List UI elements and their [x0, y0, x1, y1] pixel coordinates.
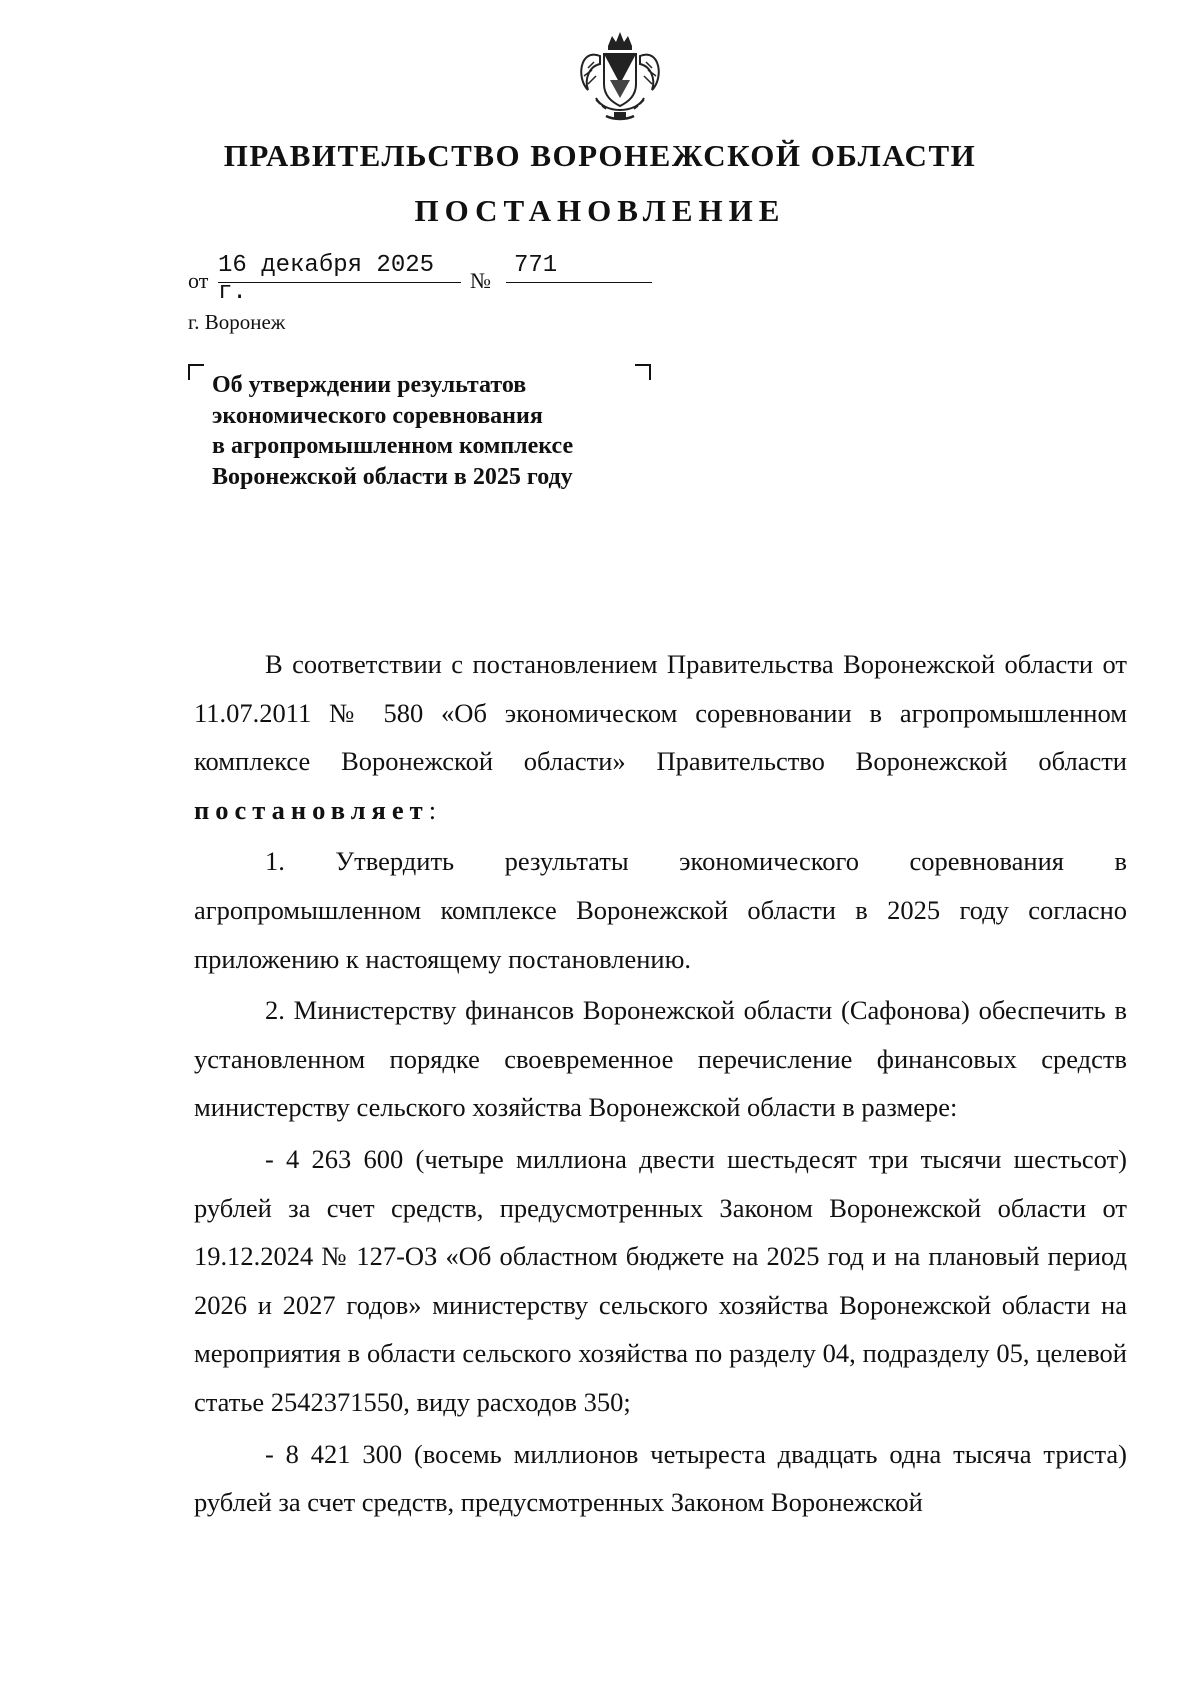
number-field: 771: [506, 252, 652, 283]
preamble-colon: :: [428, 794, 437, 825]
document-body: [194, 640, 1127, 1530]
resolves-keyword: постановляет: [194, 794, 429, 825]
government-title: ПРАВИТЕЛЬСТВО ВОРОНЕЖСКОЙ ОБЛАСТИ: [223, 138, 977, 173]
city-label: г. Воронеж: [188, 310, 286, 334]
document-type: ПОСТАНОВЛЕНИЕ: [414, 193, 786, 228]
date-field: 16 декабря 2025 г.: [218, 252, 461, 283]
coat-of-arms-icon: [570, 28, 670, 128]
preamble-paragraph: [194, 640, 1127, 834]
date-prefix: от: [188, 268, 209, 293]
subject-line: Воронежской области в 2025 году: [212, 463, 573, 490]
number-prefix: №: [470, 268, 491, 293]
preamble-text: В соответствии с постановлением Правительства Воронежской области от 11.07.2011 № 580 «Об экономическом соревновании в агропромышленном комплексе Воронежской области» Правительство Воронежской области: [194, 649, 1127, 777]
subject-line: в агропромышленном комплексе: [212, 433, 574, 459]
clause-2-paragraph: 2. Министерству финансов Воронежской области (Сафонова) обеспечить в установленном порядке своевременное перечисление финансовых средств министерству сельского хозяйства Воронежской области в размере:: [194, 995, 1127, 1123]
subject-bracket-left: [188, 364, 204, 380]
subject-line: Об утверждении результатов: [212, 372, 527, 398]
funding-item-1: - 4 263 600 (четыре миллиона двести шестьдесят три тысячи шестьсот) рублей за счет средств, предусмотренных Законом Воронежской области от 19.12.2024 № 127-ОЗ «Об областном бюджете на 2025 год и на плановый период 2026 и 2027 годов» министерству сельского хозяйства Воронежской области на мероприятия в области сельского хозяйства по разделу 04, подразделу 05, целевой статье 2542371550, виду расходов 350;: [194, 1143, 1127, 1417]
funding-item-2: - 8 421 300 (восемь миллионов четыреста двадцать одна тысяча триста) рублей за счет средств, предусмотренных Законом Воронежской: [194, 1438, 1127, 1518]
document-subject: [212, 370, 652, 492]
clause-1-paragraph: 1. Утвердить результаты экономического соревнования в агропромышленном комплексе Воронежской области в 2025 году согласно приложению к настоящему постановлению.: [194, 846, 1127, 974]
subject-line: экономического соревнования: [212, 402, 543, 429]
